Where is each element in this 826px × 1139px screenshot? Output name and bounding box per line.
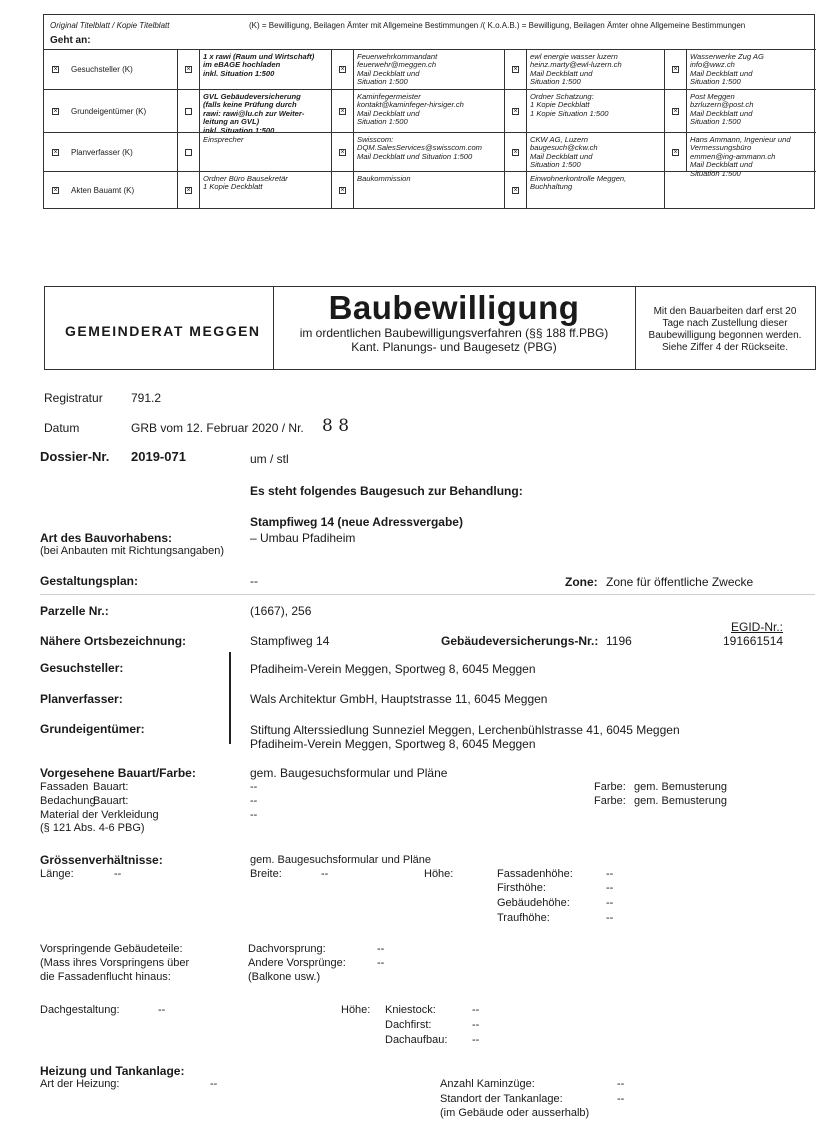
recipient-cell bbox=[44, 49, 177, 89]
recipient-text: Swisscom: DQM.SalesServices@swisscom.com Mail Deckblatt und Situation 1:500 bbox=[357, 135, 483, 161]
gestaltung-value: -- bbox=[250, 574, 258, 588]
tankanlage-label: Standort der Tankanlage: bbox=[440, 1093, 563, 1105]
dachgestaltung-value: -- bbox=[158, 1004, 166, 1016]
parzelle-label: Parzelle Nr.: bbox=[40, 604, 109, 618]
recipient-text: Ordner Büro Bausekretär 1 Kopie Deckblatt bbox=[203, 174, 288, 192]
dachaufbau-value: -- bbox=[472, 1034, 480, 1046]
egid-label: EGID-Nr.: bbox=[731, 620, 784, 634]
recipient-checkbox[interactable]: × bbox=[513, 187, 518, 194]
parzelle-value: (1667), 256 bbox=[250, 604, 312, 618]
empty-cell bbox=[664, 171, 816, 209]
recipient-checkbox[interactable]: × bbox=[673, 107, 678, 115]
heading-cell bbox=[273, 287, 636, 369]
recipient-label: Grundeigentümer (K) bbox=[71, 106, 147, 116]
dachfirst-label: Dachfirst: bbox=[385, 1019, 432, 1031]
farbe-value-1: gem. Bemusterung bbox=[634, 781, 727, 793]
recipient-text: Einsprecher bbox=[203, 135, 244, 144]
checkbox-cell bbox=[177, 171, 199, 209]
dossier-label: Dossier-Nr. bbox=[40, 449, 110, 464]
recipient-cell bbox=[199, 49, 331, 89]
groesse-value: gem. Baugesuchsformular und Pläne bbox=[250, 854, 431, 866]
registratur-value: 791.2 bbox=[131, 391, 162, 405]
geht-an-label: Geht an: bbox=[50, 35, 91, 46]
fassaden-value: -- bbox=[250, 781, 258, 793]
farbe-value-2: gem. Bemusterung bbox=[634, 795, 727, 807]
bedachung-bauart-label: Bauart: bbox=[93, 795, 129, 807]
heizung-label: Heizung und Tankanlage: bbox=[40, 1064, 185, 1078]
checkbox-cell bbox=[331, 132, 353, 171]
recipient-text: Hans Ammann, Ingenieur und Vermessungsbüro emmen@ing-ammann.ch Mail Deckblatt und Situation 1:500 bbox=[690, 135, 791, 178]
planverfasser-label: Planverfasser: bbox=[40, 692, 123, 706]
authority-name: GEMEINDERAT MEGGEN bbox=[65, 323, 261, 339]
checkbox-cell bbox=[331, 49, 353, 89]
recipient-text: Post Meggen bzrluzern@post.ch Mail Deckblatt und Situation 1:500 bbox=[690, 92, 754, 127]
recipient-checkbox[interactable]: × bbox=[186, 187, 191, 194]
traufhoehe-value: -- bbox=[606, 912, 614, 924]
datum-nr-handwritten: 8 8 bbox=[322, 416, 350, 436]
ort-value: Stampfiweg 14 bbox=[250, 634, 330, 648]
law-text: Kant. Planungs- und Baugesetz (PBG) bbox=[351, 340, 557, 354]
recipient-checkbox[interactable]: × bbox=[53, 187, 58, 194]
art-label: Art des Bauvorhabens: bbox=[40, 531, 173, 545]
recipient-cell bbox=[353, 171, 504, 209]
notice-text: Mit den Bauarbeiten darf erst 20 Tage nach Zustellung dieser Baubewilligung begonnen werden. Siehe Ziffer 4 der Rückseite. bbox=[648, 306, 802, 353]
fassaden-label: Fassaden bbox=[40, 781, 89, 793]
recipient-text: Einwohnerkontrolle Meggen, Buchhaltung bbox=[530, 174, 627, 192]
tankanlage-value: -- bbox=[617, 1093, 625, 1105]
zone-label: Zone: bbox=[565, 575, 598, 589]
recipient-checkbox[interactable]: × bbox=[513, 66, 518, 73]
vorspringend-label-1: Vorspringende Gebäudeteile: bbox=[40, 943, 183, 955]
recipient-checkbox[interactable]: × bbox=[340, 66, 345, 73]
gebaeudehoehe-value: -- bbox=[606, 897, 614, 909]
gebaeudehoehe-label: Gebäudehöhe: bbox=[497, 897, 570, 909]
recipient-cell bbox=[353, 89, 504, 132]
recipient-checkbox[interactable]: × bbox=[53, 66, 58, 73]
recipient-label: Akten Bauamt (K) bbox=[71, 186, 135, 195]
recipient-checkbox[interactable]: × bbox=[53, 107, 58, 115]
traufhoehe-label: Traufhöhe: bbox=[497, 912, 550, 924]
recipient-cell bbox=[199, 89, 331, 135]
dachaufbau-label: Dachaufbau: bbox=[385, 1034, 448, 1046]
checkbox-cell bbox=[177, 89, 199, 132]
recipient-cell bbox=[526, 171, 664, 209]
breite-label: Breite: bbox=[250, 868, 282, 880]
recipient-text: GVL Gebäudeversicherung (falls keine Prüfung durch rawi: rawi@lu.ch zur Weiter- leitung an GVL) inkl. Situation 1:500 bbox=[203, 92, 305, 135]
recipient-cell bbox=[526, 89, 664, 132]
distribution-table bbox=[43, 14, 815, 209]
checkbox-cell bbox=[177, 49, 199, 89]
laenge-label: Länge: bbox=[40, 868, 74, 880]
project-title: Stampfiweg 14 (neue Adressvergabe) bbox=[250, 515, 463, 529]
andere-vorspruenge-value: -- bbox=[377, 957, 385, 969]
material-value: -- bbox=[250, 809, 258, 821]
gv-value: 1196 bbox=[606, 634, 632, 648]
page-title: Baubewilligung bbox=[328, 289, 580, 326]
firsthoehe-label: Firsthöhe: bbox=[497, 882, 546, 894]
recipient-checkbox[interactable]: × bbox=[513, 107, 518, 115]
checkbox-cell bbox=[177, 132, 199, 171]
recipient-cell bbox=[353, 49, 504, 89]
recipient-text: Baukommission bbox=[357, 174, 411, 183]
dachvorsprung-value: -- bbox=[377, 943, 385, 955]
farbe-label-2: Farbe: bbox=[594, 795, 626, 807]
gv-label: Gebäudeversicherungs-Nr.: bbox=[441, 634, 599, 648]
recipient-text: CKW AG, Luzern baugesuch@ckw.ch Mail Deckblatt und Situation 1:500 bbox=[530, 135, 598, 170]
checkbox-cell bbox=[664, 132, 686, 171]
dossier-value: 2019-071 bbox=[131, 449, 186, 464]
firsthoehe-value: -- bbox=[606, 882, 614, 894]
hoehe-label: Höhe: bbox=[424, 868, 454, 880]
recipient-checkbox[interactable] bbox=[185, 108, 192, 115]
grundeigentuemer-value-2: Pfadiheim-Verein Meggen, Sportweg 8, 6045 Meggen bbox=[250, 737, 536, 751]
vertical-rule bbox=[229, 652, 231, 744]
planverfasser-value: Wals Architektur GmbH, Hauptstrasse 11, 6045 Meggen bbox=[250, 692, 548, 706]
bauart-label: Vorgesehene Bauart/Farbe: bbox=[40, 766, 196, 780]
recipient-checkbox[interactable]: × bbox=[340, 148, 345, 156]
checkbox-cell bbox=[504, 171, 526, 209]
recipient-cell bbox=[686, 89, 816, 132]
recipient-label: Planverfasser (K) bbox=[71, 147, 133, 157]
intro-text: Es steht folgendes Baugesuch zur Behandlung: bbox=[250, 484, 523, 498]
gesuchsteller-value: Pfadiheim-Verein Meggen, Sportweg 8, 6045 Meggen bbox=[250, 662, 536, 676]
title-box bbox=[44, 286, 816, 370]
laenge-value: -- bbox=[114, 868, 122, 880]
recipient-cell bbox=[44, 89, 177, 132]
recipient-cell bbox=[199, 132, 331, 171]
checkbox-cell bbox=[504, 132, 526, 171]
recipient-text: 1 x rawi (Raum und Wirtschaft) im eBAGE hochladen inkl. Situation 1:500 bbox=[203, 52, 315, 78]
dossier-suffix: um / stl bbox=[250, 452, 289, 466]
grundeigentuemer-label: Grundeigentümer: bbox=[40, 722, 145, 736]
recipient-text: Ordner Schatzung: 1 Kopie Deckblatt 1 Kopie Situation 1:500 bbox=[530, 92, 609, 118]
kaminzuege-value: -- bbox=[617, 1078, 625, 1090]
grundeigentuemer-value-1: Stiftung Alterssiedlung Sunneziel Meggen, Lerchenbühlstrasse 41, 6045 Meggen bbox=[250, 723, 680, 737]
breite-value: -- bbox=[321, 868, 329, 880]
recipient-checkbox[interactable]: × bbox=[340, 107, 345, 115]
distribution-header-right: (K) = Bewilligung, Beilagen Ämter mit Allgemeine Bestimmungen /( K.o.A.B.) = Bewilligung, Beilagen Ämter ohne Allgemeine Bestimmungen bbox=[249, 21, 746, 30]
recipient-checkbox[interactable] bbox=[185, 149, 192, 156]
distribution-header-left: Original Titelblatt / Kopie Titelblatt bbox=[50, 21, 170, 30]
vorspringend-label-2: (Mass ihres Vorspringens über bbox=[40, 957, 190, 969]
notice-cell bbox=[635, 287, 815, 369]
procedure-text: im ordentlichen Baubewilligungsverfahren (§§ 188 ff.PBG) bbox=[299, 326, 609, 340]
recipient-text: Wasserwerke Zug AG info@wwz.ch Mail Deckblatt und Situation 1:500 bbox=[690, 52, 764, 87]
art-heizung-value: -- bbox=[210, 1078, 218, 1090]
art-value: – Umbau Pfadiheim bbox=[250, 531, 356, 545]
checkbox-cell bbox=[504, 49, 526, 89]
bedachung-label: Bedachung bbox=[40, 795, 96, 807]
gesuchsteller-label: Gesuchsteller: bbox=[40, 661, 124, 675]
recipient-checkbox[interactable]: × bbox=[673, 66, 678, 73]
kniestock-label: Kniestock: bbox=[385, 1004, 436, 1016]
recipient-text: Feuerwehrkommandant feuerwehr@meggen.ch Mail Deckblatt und Situation 1:500 bbox=[357, 52, 438, 87]
checkbox-cell bbox=[504, 89, 526, 132]
recipient-cell bbox=[526, 132, 664, 171]
recipient-text: ewl energie wasser luzern heinz.marty@ewl-luzern.ch Mail Deckblatt und Situation 1:500 bbox=[530, 52, 622, 87]
ort-label: Nähere Ortsbezeichnung: bbox=[40, 634, 187, 648]
kaminzuege-label: Anzahl Kaminzüge: bbox=[440, 1078, 535, 1090]
zone-value: Zone für öffentliche Zwecke bbox=[606, 575, 754, 589]
vorspringend-label-3: die Fassadenflucht hinaus: bbox=[40, 971, 171, 983]
recipient-label: Gesuchsteller (K) bbox=[71, 65, 133, 74]
fassaden-bauart-label: Bauart: bbox=[93, 781, 129, 793]
fassadenhoehe-value: -- bbox=[606, 868, 614, 880]
recipient-cell bbox=[686, 49, 816, 89]
datum-label: Datum bbox=[44, 421, 80, 435]
egid-value: 191661514 bbox=[723, 634, 784, 648]
andere-vorspruenge-label: Andere Vorsprünge: bbox=[248, 957, 346, 969]
recipient-checkbox[interactable]: × bbox=[673, 148, 678, 156]
authority-cell bbox=[45, 287, 274, 369]
recipient-checkbox[interactable]: × bbox=[513, 148, 518, 156]
fassadenhoehe-label: Fassadenhöhe: bbox=[497, 868, 573, 880]
balkone-label: (Balkone usw.) bbox=[248, 971, 321, 983]
recipient-cell bbox=[353, 132, 504, 171]
recipient-text: Kaminfegermeister kontakt@kaminfeger-hirsiger.ch Mail Deckblatt und Situation 1:500 bbox=[357, 92, 464, 127]
registratur-label: Registratur bbox=[44, 391, 103, 405]
dachvorsprung-label: Dachvorsprung: bbox=[248, 943, 326, 955]
bedachung-value: -- bbox=[250, 795, 258, 807]
art-heizung-label: Art der Heizung: bbox=[40, 1078, 120, 1090]
art-sublabel: (bei Anbauten mit Richtungsangaben) bbox=[40, 545, 225, 557]
datum-value: GRB vom 12. Februar 2020 / Nr. bbox=[131, 421, 304, 435]
gestaltung-label: Gestaltungsplan: bbox=[40, 574, 139, 588]
dachgestaltung-label: Dachgestaltung: bbox=[40, 1004, 120, 1016]
farbe-label-1: Farbe: bbox=[594, 781, 626, 793]
groesse-label: Grössenverhältnisse: bbox=[40, 853, 163, 867]
checkbox-cell bbox=[331, 171, 353, 209]
recipient-checkbox[interactable]: × bbox=[340, 187, 345, 194]
recipient-cell bbox=[686, 132, 816, 178]
recipient-cell bbox=[199, 171, 331, 209]
tankanlage-sublabel: (im Gebäude oder ausserhalb) bbox=[440, 1107, 590, 1119]
recipient-cell bbox=[526, 49, 664, 89]
recipient-cell bbox=[44, 132, 177, 171]
checkbox-cell bbox=[331, 89, 353, 132]
separator bbox=[40, 594, 815, 595]
material-sublabel: (§ 121 Abs. 4-6 PBG) bbox=[40, 822, 145, 834]
dach-hoehe-label: Höhe: bbox=[341, 1004, 371, 1016]
recipient-checkbox[interactable]: × bbox=[53, 148, 58, 156]
bauart-value: gem. Baugesuchsformular und Pläne bbox=[250, 766, 448, 780]
checkbox-cell bbox=[664, 49, 686, 89]
checkbox-cell bbox=[664, 89, 686, 132]
dachfirst-value: -- bbox=[472, 1019, 480, 1031]
material-label: Material der Verkleidung bbox=[40, 809, 159, 821]
recipient-checkbox[interactable]: × bbox=[186, 66, 191, 73]
kniestock-value: -- bbox=[472, 1004, 480, 1016]
recipient-cell bbox=[44, 171, 177, 209]
